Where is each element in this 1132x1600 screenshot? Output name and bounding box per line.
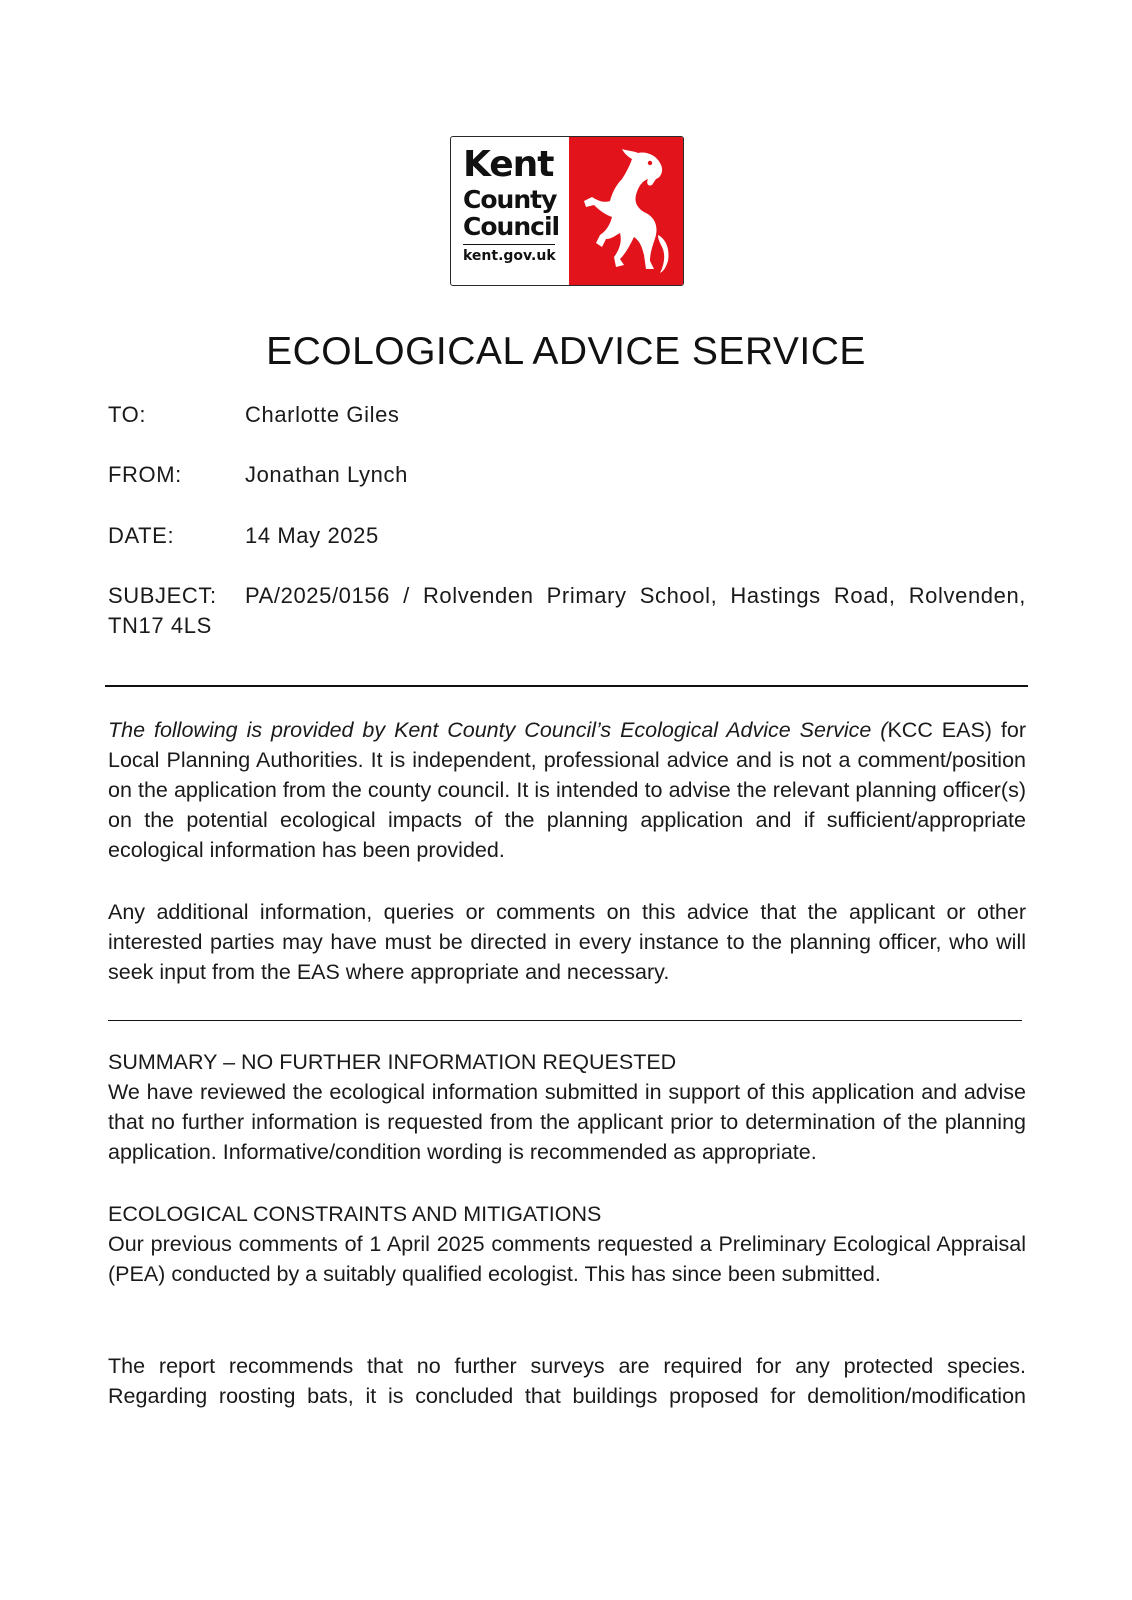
summary-body: We have reviewed the ecological information submitted in support of this application and advise that no further information is requested from the applicant prior to determination of the planning application. Informative/condition wording is recommended as appropriate. — [108, 1080, 1026, 1164]
from-label: FROM: — [108, 462, 182, 487]
date-value: 14 May 2025 — [245, 523, 379, 548]
subject-value: PA/2025/0156 / Rolvenden Primary School, Hastings Road, Rolvenden, TN17 4LS — [108, 583, 1026, 638]
to-label: TO: — [108, 402, 147, 427]
to-value: Charlotte Giles — [245, 402, 400, 427]
logo-line-council: Council — [463, 214, 555, 245]
logo-url: kent.gov.uk — [463, 248, 556, 264]
summary-heading: SUMMARY – NO FURTHER INFORMATION REQUESTED — [108, 1050, 677, 1074]
logo-wordmark — [451, 137, 569, 285]
intro-rest: KCC EAS) for Local Planning Authorities. It is independent, professional advice and is not a comment/position on the application from the county council. It is intended to advise the relevant planning officer(s) on the potential ecological impacts of the planning application and if sufficient/appropriate ecological information has been provided. — [108, 718, 1026, 862]
constraints-body-2: The report recommends that no further surveys are required for any protected species. Regarding roosting bats, it is concluded that buildings proposed for demolition/modification — [108, 1354, 1026, 1408]
rearing-horse-icon — [576, 143, 676, 279]
header-divider — [105, 685, 1028, 687]
date-label: DATE: — [108, 523, 175, 548]
kcc-logo — [450, 136, 684, 286]
contact-paragraph: Any additional information, queries or comments on this advice that the applicant or other interested parties may have must be directed in every instance to the planning officer, who will seek input from the EAS where appropriate and necessary. — [108, 900, 1026, 984]
from-value: Jonathan Lynch — [245, 462, 408, 487]
constraints-body: Our previous comments of 1 April 2025 comments requested a Preliminary Ecological Appraisal (PEA) conducted by a suitably qualified ecologist. This has since been submitted. — [108, 1232, 1026, 1286]
logo-line-county: County — [463, 185, 557, 214]
page-title: ECOLOGICAL ADVICE SERVICE — [266, 330, 866, 373]
constraints-heading: ECOLOGICAL CONSTRAINTS AND MITIGATIONS — [108, 1202, 602, 1226]
section-divider — [108, 1020, 1022, 1021]
intro-paragraph — [108, 715, 1026, 865]
logo-red-panel — [569, 137, 683, 285]
subject-label: SUBJECT: — [108, 583, 217, 608]
logo-line-kent: Kent — [463, 144, 554, 185]
intro-italic: The following is provided by Kent County Council’s Ecological Advice Service ( — [108, 718, 888, 742]
memo-subject-row — [108, 581, 1026, 641]
